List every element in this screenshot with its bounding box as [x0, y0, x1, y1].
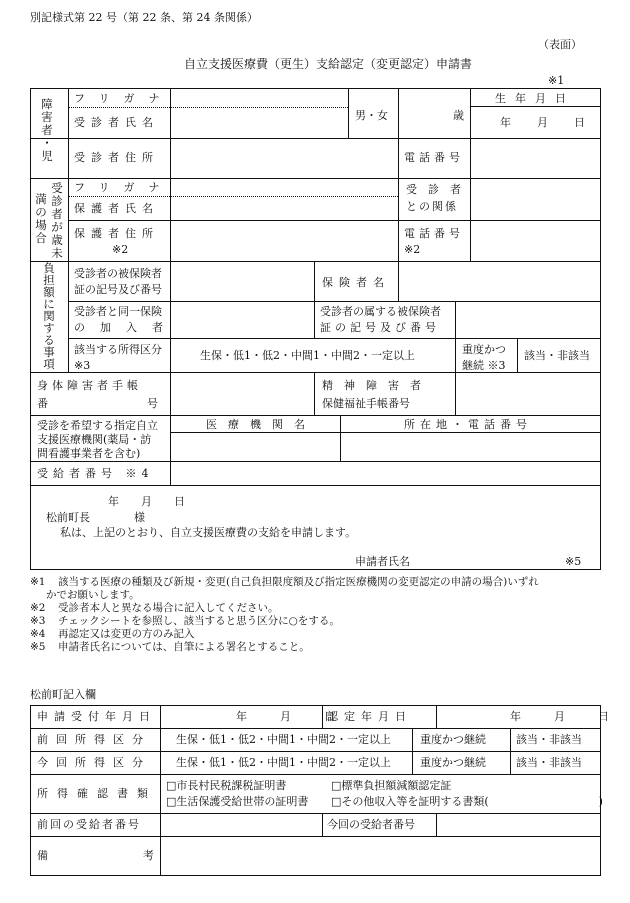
form-side-label: （表面） — [538, 38, 582, 51]
prev-severe-options[interactable]: 該当・非該当 — [516, 733, 582, 746]
cert-date-fill: 年 月 日 — [510, 710, 609, 723]
dob-day: 日 — [574, 116, 585, 129]
guardian-phone-label: 電話番号 — [404, 227, 464, 240]
guardian-phone-note: ※2 — [404, 243, 421, 256]
income-category-label-2: ※3 — [74, 359, 91, 372]
guardian-relation-input[interactable] — [474, 184, 596, 216]
curr-income-label: 今回所得区分 — [37, 756, 151, 769]
recipient-number-label: 受給者番号 ※4 — [37, 467, 154, 480]
mental-handbook-label-1: 精 神 障 害 者 — [322, 379, 421, 392]
same-insurance-label-2: の 加 入 者 — [74, 321, 165, 334]
physical-handbook-input[interactable] — [174, 376, 310, 410]
note-item: かでお願いします。 — [46, 589, 140, 601]
patient-furigana-label: フリガナ — [74, 92, 174, 105]
patient-address-label: 受診者住所 — [74, 151, 159, 164]
guardian-group-label-col2: 満 の 場 合 — [35, 192, 47, 245]
dob-label: 生年月日 — [495, 92, 575, 105]
severe-label-2: 継続 ※3 — [462, 359, 506, 372]
age-label: 歳 — [453, 109, 464, 122]
prev-recipient-number-input[interactable] — [164, 816, 318, 833]
patient-address-input[interactable] — [174, 146, 394, 168]
guardian-phone-input[interactable] — [474, 226, 596, 256]
patient-name-input[interactable] — [174, 112, 342, 132]
guardian-name-label: 保護者氏名 — [74, 202, 159, 215]
belongs-label-2: 証の記号及び番号 — [320, 321, 440, 334]
doc-checkbox-reduction[interactable]: □標準負担額減額認定証 — [331, 779, 452, 792]
patient-group-label: 障 害 者 ・ 児 — [41, 97, 53, 163]
severe-options[interactable]: 該当・非該当 — [524, 349, 590, 362]
belongs-number-input[interactable] — [459, 304, 596, 334]
office-section-title: 松前町記入欄 — [30, 688, 96, 701]
prev-recipient-number-label: 前回の受給者番号 — [37, 818, 141, 831]
mental-handbook-input[interactable] — [459, 376, 596, 410]
guardian-address-label: 保護者住所 — [74, 227, 159, 240]
curr-severe-options[interactable]: 該当・非該当 — [516, 756, 582, 769]
remarks-label-2: 考 — [143, 849, 154, 862]
cert-date-label: 認定年月日 — [327, 710, 412, 723]
doc-checkbox-welfare[interactable]: □生活保護受給世帯の証明書 — [166, 795, 309, 808]
guardian-address-note: ※2 — [112, 243, 129, 256]
applicant-mark: ※5 — [565, 555, 582, 568]
gender-options[interactable]: 男・女 — [355, 109, 388, 122]
patient-name-label: 受診者氏名 — [74, 116, 159, 129]
guardian-relation-label-1: 受 診 者 — [406, 183, 461, 196]
application-date: 年 月 日 — [108, 495, 185, 508]
form-title: 自立支援医療費（更生）支給認定（変更認定）申請書 — [184, 57, 473, 71]
income-docs-label: 所得確認書類 — [37, 787, 157, 800]
receipt-date-label: 申請受付年月日 — [37, 710, 156, 723]
curr-recipient-number-input[interactable] — [440, 816, 596, 833]
prev-income-label: 前回所得区分 — [37, 733, 151, 746]
doc-checkbox-tax[interactable]: □市長村民税課税証明書 — [166, 779, 287, 792]
insurer-input[interactable] — [402, 266, 596, 296]
physical-handbook-label-1: 身体障害者手帳 — [37, 379, 142, 392]
guardian-address-input[interactable] — [174, 226, 394, 256]
institution-label-3: 問看護事業者を含む) — [37, 447, 141, 460]
insured-label-1: 受診者の被保険者 — [74, 267, 162, 280]
curr-recipient-number-label: 今回の受給者番号 — [327, 818, 415, 831]
institution-name-header: 医 療 機 関 名 — [206, 418, 305, 431]
note-item: ※4 再認定又は変更の方のみ記入 — [30, 628, 195, 640]
dob-year: 年 — [500, 116, 511, 129]
severe-label-1: 重度かつ — [462, 343, 506, 356]
insured-label-2: 証の記号及び番号 — [74, 283, 162, 296]
same-insurance-input[interactable] — [174, 304, 310, 334]
note-item: ※3 チェックシートを参照し、該当すると思う区分に○をする。 — [30, 615, 340, 627]
notes-list — [30, 577, 600, 655]
form-number: 別記様式第 22 号（第 22 条、第 24 条関係） — [30, 11, 258, 24]
guardian-group-label-col1: 受 診 者 が 歳 未 — [51, 181, 63, 260]
receipt-date-fill: 年 月 日 — [236, 710, 335, 723]
same-insurance-label-1: 受診者と同一保険 — [74, 305, 162, 318]
guardian-relation-label-2: との関係 — [406, 200, 458, 213]
recipient-number-input[interactable] — [174, 465, 596, 482]
insurer-label: 保険者名 — [322, 276, 390, 289]
note-mark: ※1 — [548, 74, 565, 87]
curr-severe-label: 重度かつ継続 — [420, 756, 486, 769]
note-item: ※1 該当する医療の種類及び新規・変更(自己負担限度額及び指定医療機関の変更認定の申請の場合)いずれ — [30, 576, 539, 588]
patient-phone-label: 電話番号 — [404, 151, 464, 164]
institution-label-2: 支援医療機関(薬局・訪 — [37, 433, 152, 446]
guardian-name-input[interactable] — [174, 199, 394, 218]
income-category-label-1: 該当する所得区分 — [74, 343, 162, 356]
applicant-name-label: 申請者氏名 — [355, 555, 410, 568]
physical-handbook-label-2: 番 号 — [37, 397, 158, 410]
prev-income-options[interactable]: 生保・低1・低2・中間1・中間2・一定以上 — [176, 733, 391, 746]
note-item: ※2 受診者本人と異なる場合に記入してください。 — [30, 602, 279, 614]
application-to: 松前町長 様 — [46, 511, 145, 524]
prev-severe-label: 重度かつ継続 — [420, 733, 486, 746]
doc-checkbox-other[interactable]: □その他収入等を証明する書類( ) — [331, 795, 603, 808]
insured-number-input[interactable] — [174, 266, 310, 296]
remarks-label-1: 備 — [37, 849, 48, 862]
note-item: ※5 申請者氏名については、自筆による署名とすること。 — [30, 641, 310, 653]
guardian-furigana-label: フリガナ — [74, 181, 174, 194]
mental-handbook-label-2: 保健福祉手帳番号 — [322, 397, 410, 410]
institution-address-header: 所在地・電話番号 — [404, 418, 532, 431]
remarks-input[interactable] — [164, 840, 598, 874]
institution-label-1: 受診を希望する指定自立 — [37, 419, 158, 432]
patient-phone-input[interactable] — [474, 146, 596, 168]
application-statement: 私は、上記のとおり、自立支援医療費の支給を申請します。 — [60, 526, 357, 539]
curr-income-options[interactable]: 生保・低1・低2・中間1・中間2・一定以上 — [176, 756, 391, 769]
belongs-label-1: 受診者の属する被保険者 — [320, 305, 441, 318]
institution-name-input[interactable] — [174, 435, 336, 458]
income-category-options[interactable]: 生保・低1・低2・中間1・中間2・一定以上 — [200, 349, 415, 362]
burden-group-label: 負 担 額 に 関 す る 事 項 — [43, 261, 55, 371]
institution-address-input[interactable] — [344, 435, 596, 458]
dob-month: 月 — [537, 116, 548, 129]
